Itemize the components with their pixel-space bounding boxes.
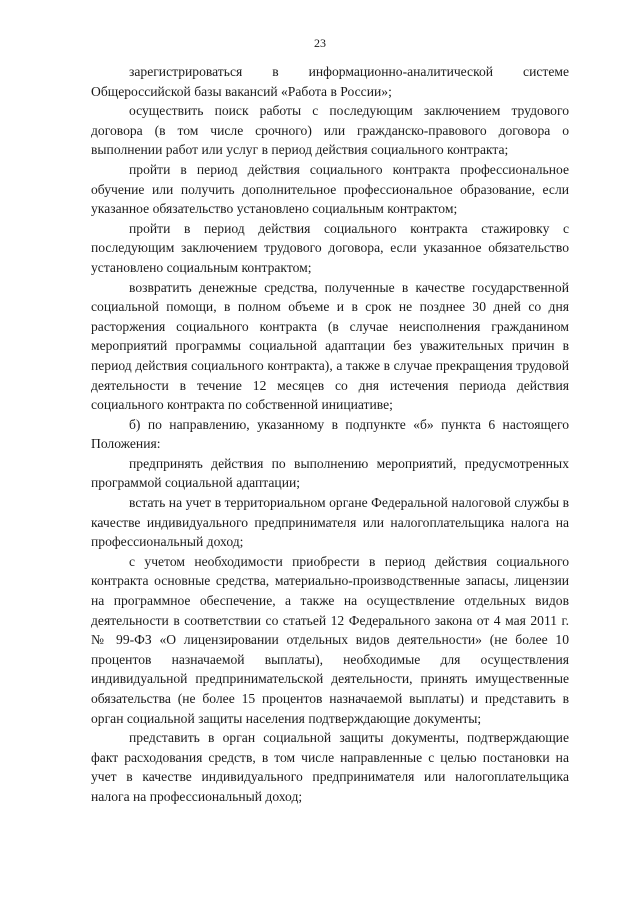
paragraph: возвратить денежные средства, полученные в качестве государственной социальной помощи, в полном объеме и в срок не позднее 30 дней со дня расторжения социального контракта (в случае неисполнения гражданином мероприятий программы социальной адаптации без уважительных причин в период действия социального контракта), а также в случае прекращения трудовой деятельности в течение 12 месяцев со дня истечения периода действия социального контракта по собственной инициативе;	[91, 279, 569, 413]
paragraph: б) по направлению, указанному в подпункте «б» пункта 6 настоящего Положения:	[91, 416, 569, 452]
paragraph: предпринять действия по выполнению мероприятий, предусмотренных программой социальной адаптации;	[91, 455, 569, 491]
paragraph: с учетом необходимости приобрести в период действия социального контракта основные средства, материально-производственные запасы, лицензии на программное обеспечение, а также на осуществление отдельных видов деятельности в соответствии со статьей 12 Федерального закона от 4 мая 2011 г. № 99-ФЗ «О лицензировании отдельных видов деятельности» (не более 10 процентов назначаемой выплаты), необходимые для осуществления индивидуальной предпринимательской деятельности, принять имущественные обязательства (не более 15 процентов назначаемой выплаты) и представить в орган социальной защиты населения подтверждающие документы;	[91, 553, 569, 726]
paragraph: осуществить поиск работы с последующим заключением трудового договора (в том числе срочного) или гражданско-правового договора о выполнении работ или услуг в период действия социального контракта;	[91, 103, 569, 158]
page-number: 23	[314, 36, 326, 50]
paragraph: встать на учет в территориальном органе Федеральной налоговой службы в качестве индивидуального предпринимателя или налогоплательщика налога на профессиональный доход;	[91, 495, 569, 550]
paragraph: зарегистрироваться в информационно-аналитической системе Общероссийской базы вакансий «Работа в России»;	[91, 64, 569, 99]
paragraph: пройти в период действия социального контракта профессиональное обучение или получить дополнительное профессиональное образование, если указанное обязательство установлено социальным контрактом;	[91, 161, 569, 217]
paragraph: представить в орган социальной защиты документы, подтверждающие факт расходования средств, в том числе направленные с целью постановки на учет в качестве индивидуального предпринимателя или налогоплательщика налога на профессиональный доход;	[91, 730, 569, 804]
document-body	[91, 62, 569, 807]
paragraph: пройти в период действия социального контракта стажировку с последующим заключением трудового договора, если указанное обязательство установлено социальным контрактом;	[91, 220, 569, 275]
